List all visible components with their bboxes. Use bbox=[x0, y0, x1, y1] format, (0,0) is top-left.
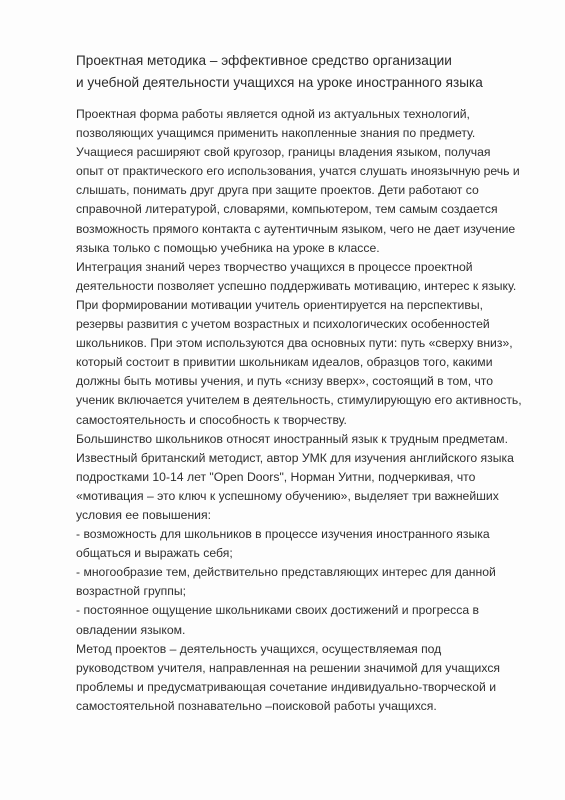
text-line: Учащиеся расширяют свой кругозор, границы владения языком, получая bbox=[76, 145, 491, 160]
document-title bbox=[76, 50, 546, 94]
text-line: проблемы и предусматривающая сочетание индивидуально-творческой и bbox=[76, 679, 497, 694]
text-line: возможность прямого контакта с аутентичным языком, чего не дает изучение bbox=[76, 221, 516, 236]
text-line: позволяющих учащимся применить накопленные знания по предмету. bbox=[76, 126, 476, 141]
text-line: руководством учителя, направленная на решении значимой для учащихся bbox=[76, 660, 501, 675]
text-line: школьников. При этом используются два основных пути: путь «сверху вниз», bbox=[76, 336, 513, 351]
text-line: - постоянное ощущение школьниками своих достижений и прогресса в bbox=[76, 603, 479, 618]
text-line: должны быть мотивы учения, и путь «снизу вверх», состоящий в том, что bbox=[76, 374, 494, 389]
text-line: Интеграция знаний через творчество учащихся в процессе проектной bbox=[76, 259, 473, 274]
text-line: резервы развития с учетом возрастных и психологических особенностей bbox=[76, 317, 490, 332]
text-line: общаться и выражать себя; bbox=[76, 546, 233, 561]
text-line: Проектная форма работы является одной из актуальных технологий, bbox=[76, 107, 470, 121]
text-line: справочной литературой, словарями, компьютером, тем самым создается bbox=[76, 202, 498, 217]
text-line: самостоятельность и способность к творчеству. bbox=[76, 412, 347, 427]
title-line: Проектная методика – эффективное средство организации bbox=[76, 53, 452, 68]
text-line: - многообразие тем, действительно представляющих интерес для данной bbox=[76, 565, 496, 580]
text-line: Большинство школьников относят иностранный язык к трудным предметам. bbox=[76, 431, 508, 446]
text-line: самостоятельной познавательно –поисковой работы учащихся. bbox=[76, 698, 437, 713]
text-line: При формировании мотивации учитель ориентируется на перспективы, bbox=[76, 297, 483, 312]
text-line: «мотивация – это ключ к успешному обучению», выделяет три важнейших bbox=[76, 488, 499, 503]
text-line: слышать, понимать друг друга при защите проектов. Дети работают со bbox=[76, 183, 479, 198]
text-line: овладении языком. bbox=[76, 622, 186, 637]
text-line: - возможность для школьников в процессе изучения иностранного языка bbox=[76, 527, 490, 542]
text-line: языка только с помощью учебника на уроке в классе. bbox=[76, 240, 380, 255]
text-line: опыт от практического его использования, учатся слушать иноязычную речь и bbox=[76, 164, 520, 179]
text-line: Метод проектов – деятельность учащихся, осуществляемая под bbox=[76, 641, 442, 656]
text-line: Известный британский методист, автор УМК для изучения английского языка bbox=[76, 450, 514, 465]
text-line: который состоит в привитии школьникам идеалов, образцов того, какими bbox=[76, 355, 493, 370]
text-line: ученик включается учителем в деятельность, стимулирующую его активность, bbox=[76, 393, 522, 408]
document-body bbox=[76, 105, 546, 716]
title-line: и учебной деятельности учащихся на уроке иностранного языка bbox=[76, 75, 483, 90]
text-line: деятельности позволяет успешно поддерживать мотивацию, интерес к языку. bbox=[76, 278, 517, 293]
text-line: возрастной группы; bbox=[76, 584, 187, 599]
text-line: условия ее повышения: bbox=[76, 507, 211, 522]
text-line: подростками 10-14 лет "Open Doors", Норман Уитни, подчеркивая, что bbox=[76, 469, 476, 484]
